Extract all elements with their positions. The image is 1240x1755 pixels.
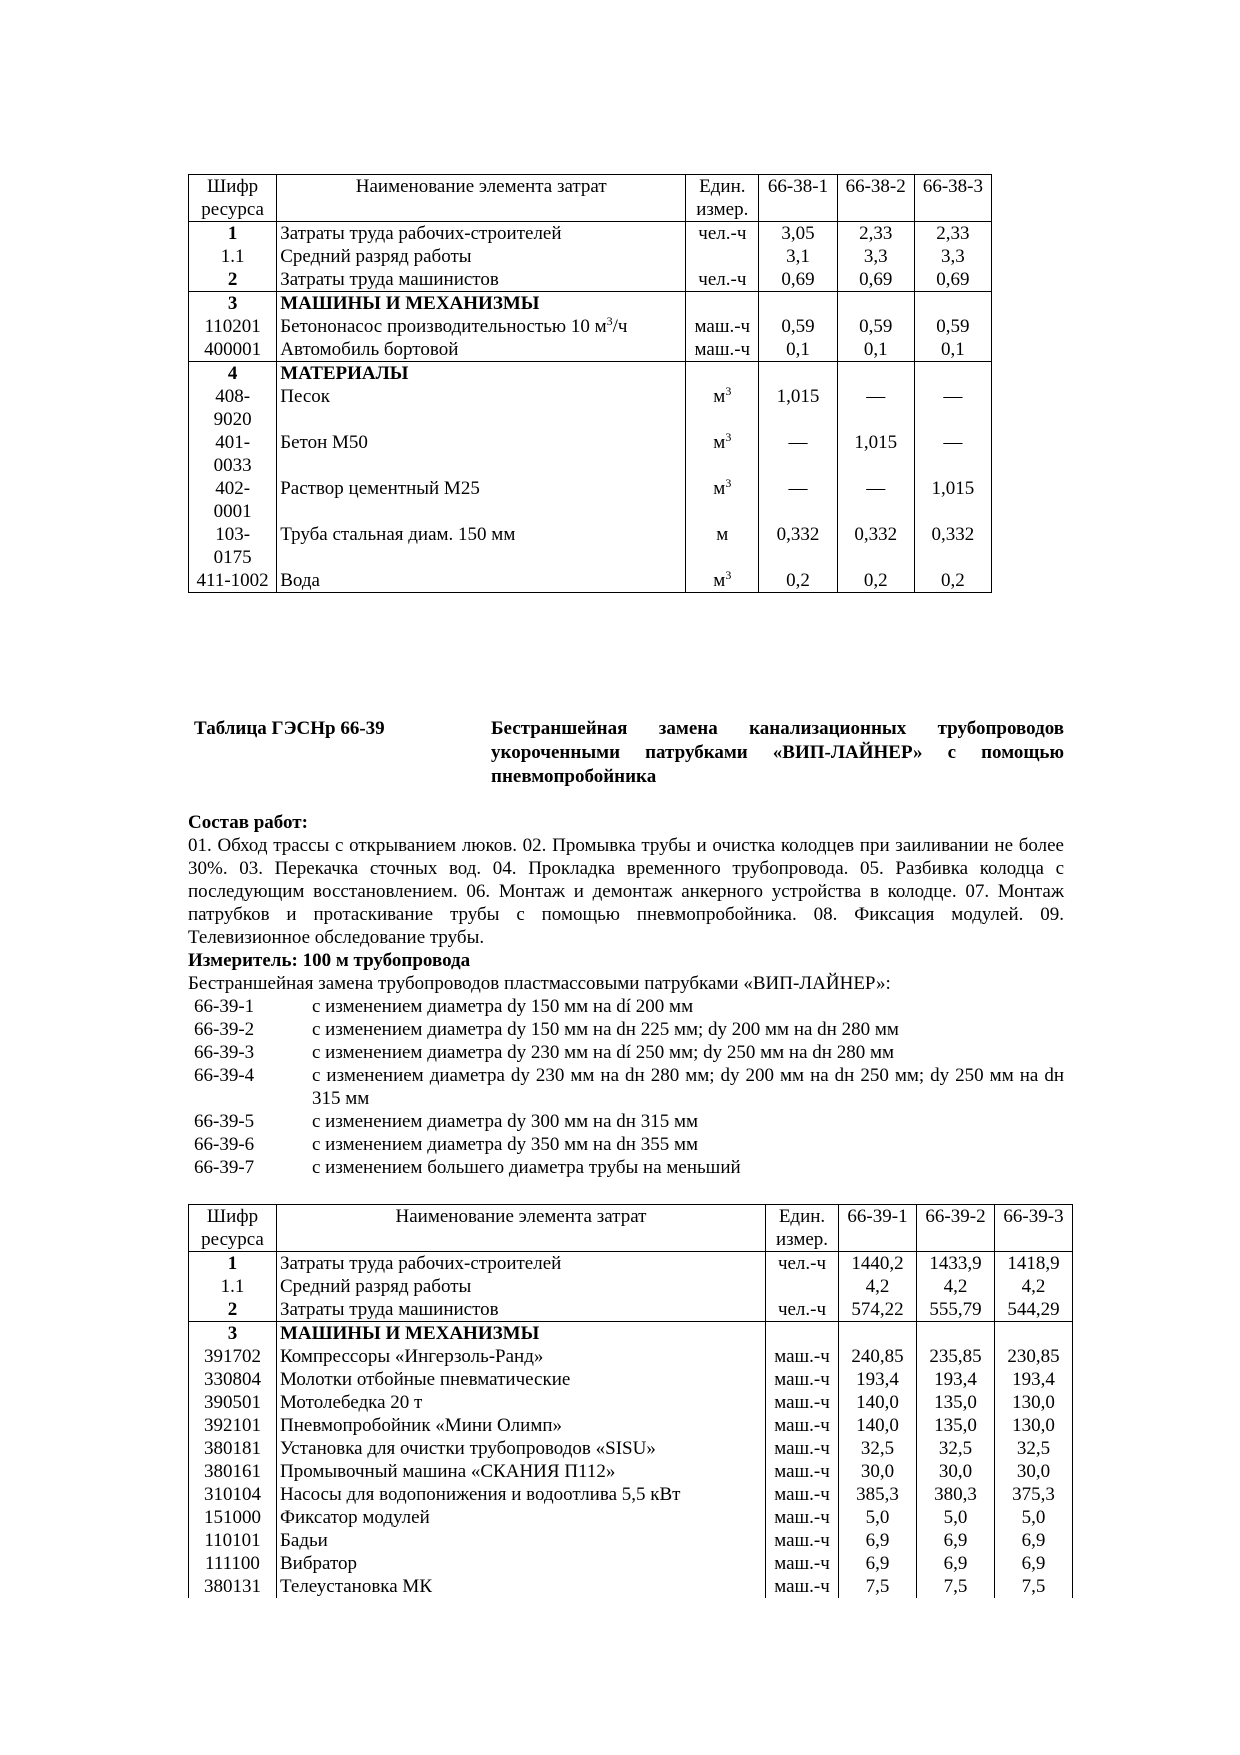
unit-cell: маш.-ч [766, 1437, 839, 1460]
value-cell: 32,5 [839, 1437, 917, 1460]
header-cell: 66-39-3 [995, 1205, 1073, 1252]
norm-description: с изменением диаметра dy 150 мм на dí 200 мм [312, 996, 694, 1017]
name-cell: МАШИНЫ И МЕХАНИЗМЫ [277, 292, 686, 316]
value-cell: 0,59 [914, 315, 991, 338]
code-cell: 2 [189, 1298, 277, 1322]
value-cell: 140,0 [839, 1414, 917, 1437]
norm-code: 66-39-2 [194, 1019, 255, 1040]
value-cell [914, 292, 991, 316]
code-cell: 1 [189, 1252, 277, 1276]
unit-cell: маш.-ч [766, 1414, 839, 1437]
value-cell: — [914, 385, 991, 431]
code-cell: 151000 [189, 1506, 277, 1529]
code-cell: 401- 0033 [189, 431, 277, 477]
table-label: Таблица ГЭСНр 66-39 [194, 718, 385, 739]
unit-cell: маш.-ч [766, 1391, 839, 1414]
code-cell: 1 [189, 222, 277, 246]
table-row [189, 1575, 1073, 1598]
table-row [189, 1437, 1073, 1460]
table-row [189, 1483, 1073, 1506]
works-heading: Состав работ: [188, 812, 308, 833]
value-cell: 32,5 [995, 1437, 1073, 1460]
value-cell: 30,0 [995, 1460, 1073, 1483]
norm-code: 66-39-4 [194, 1065, 255, 1086]
value-cell: 0,1 [759, 338, 837, 362]
table-row [189, 268, 992, 292]
value-cell: 555,79 [917, 1298, 995, 1322]
code-cell: 3 [189, 292, 277, 316]
value-cell: 1418,9 [995, 1252, 1073, 1276]
norm-code: 66-39-3 [194, 1042, 255, 1063]
header-cell: 66-38-3 [914, 175, 991, 222]
superscript: 3 [606, 315, 613, 328]
value-cell: 1433,9 [917, 1252, 995, 1276]
code-cell: 4 [189, 362, 277, 386]
value-cell: 230,85 [995, 1345, 1073, 1368]
name-cell: Компрессоры «Ингерзоль-Ранд» [277, 1345, 766, 1368]
value-cell [837, 292, 914, 316]
name-cell: Затраты труда рабочих-строителей [277, 222, 686, 246]
norm-description: с изменением диаметра dy 150 мм на dн 225 мм; dy 200 мм на dн 280 мм [312, 1019, 899, 1040]
value-cell: 6,9 [995, 1552, 1073, 1575]
value-cell: 130,0 [995, 1391, 1073, 1414]
value-cell: 240,85 [839, 1345, 917, 1368]
works-text: 01. Обход трассы с открыванием люков. 02. Промывка трубы и очистка колодцев при заиливании не более 30%. 03. Перекачка сточных вод. 04. Прокладка временного трубопровода. 05. Разбивка колодца с последующим восстановлением. 06. Монтаж и демонтаж анкерного устройства в колодце. 07. Монтаж патрубков и протаскивание трубы с помощью пневмопробойника. 08. Фиксация модулей. 09. Телевизионное обследование трубы. [188, 835, 1064, 948]
table-row [189, 1298, 1073, 1322]
code-cell: 110101 [189, 1529, 277, 1552]
name-cell: Насосы для водопонижения и водоотлива 5,5 кВт [277, 1483, 766, 1506]
value-cell: 6,9 [917, 1552, 995, 1575]
value-cell: 6,9 [995, 1529, 1073, 1552]
table-row [189, 245, 992, 268]
name-cell: Песок [277, 385, 686, 431]
value-cell [837, 362, 914, 386]
value-cell: 0,69 [759, 268, 837, 292]
code-cell: 408- 9020 [189, 385, 277, 431]
value-cell [759, 292, 837, 316]
unit-cell: маш.-ч [766, 1575, 839, 1598]
value-cell: 193,4 [917, 1368, 995, 1391]
table-row [189, 431, 992, 477]
unit-cell: чел.-ч [766, 1252, 839, 1276]
header-cell: Един. измер. [766, 1205, 839, 1252]
code-cell: 402- 0001 [189, 477, 277, 523]
norm-code: 66-39-7 [194, 1157, 255, 1178]
table-row [189, 1275, 1073, 1298]
superscript: 3 [725, 385, 732, 398]
table-row [189, 338, 992, 362]
value-cell: 135,0 [917, 1414, 995, 1437]
norm-code: 66-39-5 [194, 1111, 255, 1132]
unit-cell: маш.-ч [766, 1460, 839, 1483]
header-cell: Наименование элемента затрат [277, 175, 686, 222]
name-cell: Бетон М50 [277, 431, 686, 477]
table-row [189, 1414, 1073, 1437]
superscript: 3 [725, 569, 732, 582]
table-row [189, 1368, 1073, 1391]
value-cell: 0,59 [759, 315, 837, 338]
value-cell: 4,2 [839, 1275, 917, 1298]
name-cell: Затраты труда машинистов [277, 268, 686, 292]
unit-cell [686, 292, 759, 316]
resource-table-66-38 [188, 174, 992, 593]
unit-cell: м [686, 523, 759, 569]
code-cell: 110201 [189, 315, 277, 338]
unit-cell: чел.-ч [766, 1298, 839, 1322]
unit-cell: $м^3$ [686, 431, 759, 477]
value-cell: 135,0 [917, 1391, 995, 1414]
name-cell: Вода [277, 569, 686, 593]
intro-line: Бестраншейная замена трубопроводов пластмассовыми патрубками «ВИП-ЛАЙНЕР»: [188, 973, 891, 994]
code-cell: 411-1002 [189, 569, 277, 593]
name-cell: Автомобиль бортовой [277, 338, 686, 362]
value-cell: 1,015 [759, 385, 837, 431]
value-cell: 1,015 [914, 477, 991, 523]
table-row [189, 385, 992, 431]
norm-code: 66-39-1 [194, 996, 255, 1017]
value-cell: 4,2 [917, 1275, 995, 1298]
name-cell: Затраты труда машинистов [277, 1298, 766, 1322]
value-cell: 4,2 [995, 1275, 1073, 1298]
value-cell: 375,3 [995, 1483, 1073, 1506]
table-row [189, 1252, 1073, 1276]
header-cell: Наименование элемента затрат [277, 1205, 766, 1252]
unit-cell [766, 1322, 839, 1346]
table-body [189, 175, 992, 593]
header-cell: 66-39-1 [839, 1205, 917, 1252]
code-cell: 390501 [189, 1391, 277, 1414]
header-cell: 66-39-2 [917, 1205, 995, 1252]
name-cell: Бадьи [277, 1529, 766, 1552]
code-cell: 380181 [189, 1437, 277, 1460]
value-cell: — [837, 477, 914, 523]
value-cell: 0,69 [837, 268, 914, 292]
unit-cell: маш.-ч [766, 1483, 839, 1506]
name-cell: Молотки отбойные пневматические [277, 1368, 766, 1391]
value-cell: 544,29 [995, 1298, 1073, 1322]
value-cell: — [914, 431, 991, 477]
value-cell: — [759, 431, 837, 477]
value-cell: 0,69 [914, 268, 991, 292]
name-cell: Мотолебедка 20 т [277, 1391, 766, 1414]
value-cell: 6,9 [917, 1529, 995, 1552]
value-cell: 2,33 [914, 222, 991, 246]
table-row [189, 362, 992, 386]
norm-code: 66-39-6 [194, 1134, 255, 1155]
name-cell: Бетононасос производительностью 10 $м^3/ч$ [277, 315, 686, 338]
code-cell: 3 [189, 1322, 277, 1346]
value-cell: 3,05 [759, 222, 837, 246]
table-row [189, 477, 992, 523]
code-cell: 391702 [189, 1345, 277, 1368]
value-cell: — [759, 477, 837, 523]
header-row [189, 1205, 1073, 1252]
header-cell: Един. измер. [686, 175, 759, 222]
code-cell: 330804 [189, 1368, 277, 1391]
unit-cell: маш.-ч [766, 1552, 839, 1575]
value-cell [759, 362, 837, 386]
header-cell: Шифр ресурса [189, 1205, 277, 1252]
value-cell: 6,9 [839, 1529, 917, 1552]
value-cell: 385,3 [839, 1483, 917, 1506]
header-cell: 66-38-1 [759, 175, 837, 222]
unit-cell: $м^3$ [686, 569, 759, 593]
code-cell: 111100 [189, 1552, 277, 1575]
value-cell: 0,1 [837, 338, 914, 362]
header-cell: 66-38-2 [837, 175, 914, 222]
norm-description: с изменением диаметра dy 230 мм на dí 250 мм; dy 250 мм на dн 280 мм [312, 1042, 894, 1063]
value-cell: 7,5 [917, 1575, 995, 1598]
code-cell: 1.1 [189, 1275, 277, 1298]
unit-cell: $м^3$ [686, 385, 759, 431]
table-row [189, 1391, 1073, 1414]
table-body [189, 1205, 1073, 1599]
name-cell: МАШИНЫ И МЕХАНИЗМЫ [277, 1322, 766, 1346]
norm-description: с изменением диаметра dy 350 мм на dн 355 мм [312, 1134, 698, 1155]
name-cell: Промывочный машина «СКАНИЯ П112» [277, 1460, 766, 1483]
value-cell: 30,0 [917, 1460, 995, 1483]
value-cell: 6,9 [839, 1552, 917, 1575]
table-row [189, 1529, 1073, 1552]
value-cell: 3,1 [759, 245, 837, 268]
unit-cell [686, 245, 759, 268]
name-cell: Телеустановка МК [277, 1575, 766, 1598]
value-cell [995, 1322, 1073, 1346]
unit-cell: маш.-ч [686, 315, 759, 338]
unit-cell: маш.-ч [686, 338, 759, 362]
unit-cell: $м^3$ [686, 477, 759, 523]
code-cell: 310104 [189, 1483, 277, 1506]
value-cell: 1440,2 [839, 1252, 917, 1276]
header-row [189, 175, 992, 222]
norm-description: с изменением диаметра dy 230 мм на dн 280 мм; dy 200 мм на dн 250 мм; dy 250 мм на dн 315 мм [312, 1065, 1064, 1109]
value-cell: 7,5 [995, 1575, 1073, 1598]
value-cell: 193,4 [839, 1368, 917, 1391]
value-cell: 30,0 [839, 1460, 917, 1483]
table-row [189, 315, 992, 338]
unit-cell: маш.-ч [766, 1368, 839, 1391]
name-cell: МАТЕРИАЛЫ [277, 362, 686, 386]
code-cell: 103- 0175 [189, 523, 277, 569]
table-row [189, 569, 992, 593]
value-cell: 2,33 [837, 222, 914, 246]
table-row [189, 292, 992, 316]
name-cell: Пневмопробойник «Мини Олимп» [277, 1414, 766, 1437]
value-cell: 130,0 [995, 1414, 1073, 1437]
value-cell [914, 362, 991, 386]
unit-cell [766, 1275, 839, 1298]
value-cell: 5,0 [839, 1506, 917, 1529]
value-cell: 0,332 [837, 523, 914, 569]
value-cell: 5,0 [995, 1506, 1073, 1529]
value-cell: 3,3 [837, 245, 914, 268]
value-cell: 3,3 [914, 245, 991, 268]
table-row [189, 523, 992, 569]
code-cell: 380131 [189, 1575, 277, 1598]
meter-line: Измеритель: 100 м трубопровода [188, 950, 471, 971]
code-cell: 1.1 [189, 245, 277, 268]
value-cell: 7,5 [839, 1575, 917, 1598]
name-cell: Фиксатор модулей [277, 1506, 766, 1529]
code-cell: 392101 [189, 1414, 277, 1437]
name-cell: Установка для очистки трубопроводов «SISU» [277, 1437, 766, 1460]
value-cell: 0,2 [837, 569, 914, 593]
unit-cell: чел.-ч [686, 268, 759, 292]
table-row [189, 1322, 1073, 1346]
table-row [189, 1506, 1073, 1529]
table-row [189, 1552, 1073, 1575]
value-cell: 574,22 [839, 1298, 917, 1322]
norm-description: с изменением диаметра dy 300 мм на dн 315 мм [312, 1111, 698, 1132]
code-cell: 380161 [189, 1460, 277, 1483]
value-cell: 0,332 [759, 523, 837, 569]
header-cell: Шифр ресурса [189, 175, 277, 222]
name-cell: Средний разряд работы [277, 245, 686, 268]
name-cell: Труба стальная диам. 150 мм [277, 523, 686, 569]
table-title: Бестраншейная замена канализационных трубопроводов укороченными патрубками «ВИП-ЛАЙНЕР» с помощью пневмопробойника [491, 718, 1064, 787]
value-cell: 0,59 [837, 315, 914, 338]
value-cell: 32,5 [917, 1437, 995, 1460]
value-cell: 380,3 [917, 1483, 995, 1506]
value-cell: 193,4 [995, 1368, 1073, 1391]
unit-cell: маш.-ч [766, 1529, 839, 1552]
name-cell: Средний разряд работы [277, 1275, 766, 1298]
norm-description: с изменением большего диаметра трубы на меньший [312, 1157, 741, 1178]
value-cell: 0,332 [914, 523, 991, 569]
superscript: 3 [725, 431, 732, 444]
resource-table-66-39 [188, 1204, 1073, 1598]
name-cell: Затраты труда рабочих-строителей [277, 1252, 766, 1276]
unit-cell: маш.-ч [766, 1506, 839, 1529]
value-cell: 5,0 [917, 1506, 995, 1529]
code-cell: 2 [189, 268, 277, 292]
name-cell: Раствор цементный М25 [277, 477, 686, 523]
value-cell: 140,0 [839, 1391, 917, 1414]
code-cell: 400001 [189, 338, 277, 362]
unit-cell: чел.-ч [686, 222, 759, 246]
table-row [189, 1460, 1073, 1483]
unit-cell: маш.-ч [766, 1345, 839, 1368]
value-cell [917, 1322, 995, 1346]
value-cell: — [837, 385, 914, 431]
value-cell: 0,2 [914, 569, 991, 593]
name-cell: Вибратор [277, 1552, 766, 1575]
value-cell: 1,015 [837, 431, 914, 477]
table-row [189, 222, 992, 246]
table-row [189, 1345, 1073, 1368]
superscript: 3 [725, 477, 732, 490]
value-cell: 0,2 [759, 569, 837, 593]
value-cell [839, 1322, 917, 1346]
unit-cell [686, 362, 759, 386]
value-cell: 0,1 [914, 338, 991, 362]
value-cell: 235,85 [917, 1345, 995, 1368]
